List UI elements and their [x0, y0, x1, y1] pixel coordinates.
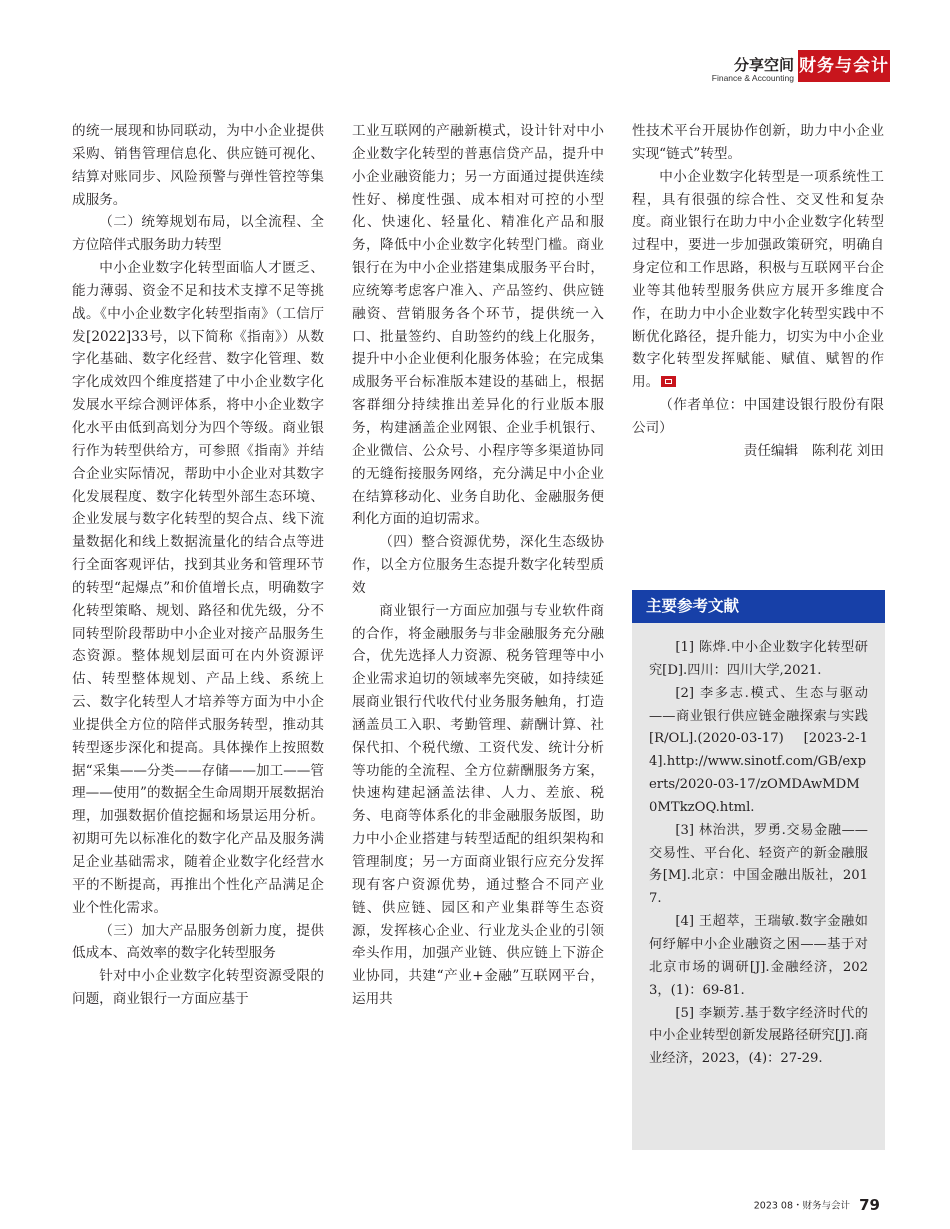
journal-logo [798, 50, 890, 82]
journal-logo-text: 财务与会计 [799, 56, 889, 76]
paragraph: 工业互联网的产融新模式，设计针对中小企业数字化转型的普惠信贷产品，提升中小企业融资能力；另一方面通过提供连续性好、梯度性强、成本相对可控的小型化、快速化、轻量化、精准化产品和服务，降低中小企业数字化转型门槛。商业银行在为中小企业搭建集成服务平台时，应统筹考虑客户准入、产品签约、供应链融资、营销服务各个环节，提供统一入口、批量签约、自助签约的线上化服务，提升中小企业便利化服务体验；在完成集成服务平台标准版本建设的基础上，根据客群细分持续推出差异化的行业版本服务，构建涵盖企业网银、企业手机银行、企业微信、公众号、小程序等多渠道协同的无缝衔接服务网络，充分满足中小企业在结算移动化、业务自助化、金融服务便利化方面的迫切需求。 [352, 123, 604, 528]
page-footer [754, 1194, 880, 1214]
reference-item: [2] 李多志.模式、生态与驱动——商业银行供应链金融探索与实践[R/OL].(2020-03-17) [2023-2-14].http://www.sinotf.com/GB/experts/2020-03-17/zOMDAwMDM0MTkzOQ.html. [649, 685, 868, 815]
column-name: 分享空间 [733, 56, 794, 74]
references-list [632, 623, 885, 1071]
paragraph: 性技术平台开展协作创新，助力中小企业实现“链式”转型。 [632, 123, 884, 162]
conclusion-text: 中小企业数字化转型是一项系统性工程，具有很强的综合性、交叉性和复杂度。商业银行在助力中小企业数字化转型过程中，要进一步加强政策研究，明确自身定位和工作思路，积极与互联网平台企业等其他转型服务供应方展开多维度合作，在助力中小企业数字化转型实践中不断优化路径，提升能力，切实为中小企业数字化转型发挥赋能、赋值、赋智的作用。 [632, 168, 884, 391]
reference-item: [4] 王超萃，王瑞敏.数字金融如何纾解中小企业融资之困——基于对北京市场的调研[J].金融经济，2023，(1)：69-81. [649, 914, 868, 998]
reference-item: [1] 陈烨.中小企业数字化转型研究[D].四川：四川大学,2021. [649, 640, 868, 678]
issue-label: 2023 08・财务与会计 [753, 1200, 851, 1212]
end-mark-icon [661, 376, 676, 387]
text-column-2 [352, 120, 604, 1011]
references-box [632, 590, 885, 1150]
section-heading: （三）加大产品服务创新力度，提供低成本、高效率的数字化转型服务 [72, 922, 324, 962]
reference-item: [5] 李颖芳.基于数字经济时代的中小企业转型创新发展路径研究[J].商业经济，2023，(4)：27-29. [649, 1005, 868, 1067]
paragraph: 商业银行一方面应加强与专业软件商的合作，将金融服务与非金融服务充分融合，优先选择人力资源、税务管理等中小企业需求迫切的领域率先突破，如持续延展商业银行代收代付业务服务触角，打造涵盖员工入职、考勤管理、薪酬计算、社保代扣、个税代缴、工资代发、统计分析等功能的全流程、全方位薪酬服务方案，快速构建起涵盖法律、人力、差旅、税务、电商等体系化的非金融服务版图，助力中小企业搭建与转型适配的组织架构和管理制度；另一方面商业银行应充分发挥现有客户资源优势，通过整合不同产业链、供应链、园区和产业集群等生态资源，发挥核心企业、行业龙头企业的引领牵头作用，加强产业链、供应链上下游企业协同，共建“产业+金融”互联网平台，运用共 [352, 602, 604, 1008]
responsible-editor: 责任编辑 陈利花 刘田 [743, 442, 884, 459]
journal-english-name: Finance & Accounting [711, 73, 794, 83]
references-title: 主要参考文献 [632, 590, 885, 623]
paragraph: 针对中小企业数字化转型资源受限的问题，商业银行一方面应基于 [72, 968, 324, 1008]
conclusion-paragraph [632, 166, 884, 394]
paragraph: 的统一展现和协同联动，为中小企业提供采购、销售管理信息化、供应链可视化、结算对账同步、风险预警与弹性管控等集成服务。 [72, 123, 324, 208]
page-number: 79 [859, 1195, 880, 1214]
author-affiliation: （作者单位：中国建设银行股份有限公司） [632, 397, 884, 436]
reference-item: [3] 林治洪，罗勇.交易金融——交易性、平台化、轻资产的新金融服务[M].北京：中国金融出版社，2017. [649, 822, 868, 907]
text-column-1 [72, 120, 324, 1011]
paragraph: 中小企业数字化转型面临人才匮乏、能力薄弱、资金不足和技术支撑不足等挑战。《中小企业数字化转型指南》（工信厅发[2022]33号，以下简称《指南》）从数字化基础、数字化经营、数字化管理、数字化成效四个维度搭建了中小企业数字化发展水平综合测评体系，将中小企业数字化水平由低到高划分为四个等级。商业银行作为转型供给方，可参照《指南》并结合企业实际情况，帮助中小企业对其数字化发展程度、数字化转型外部生态环境、企业发展与数字化转型的契合点、线下流量数据化和线上数据流量化的结合点等进行全面客观评估，找到其业务和管理环节的转型“起爆点”和价值增长点，明确数字化转型策略、规划、路径和优先级，分不同转型阶段帮助中小企业对接产品服务生态资源。整体规划层面可在内外资源评估、转型整体规划、产品上线、系统上云、数字化转型人才培养等方面为中小企业提供全方位的陪伴式服务转型，推动其转型逐步深化和提高。具体操作上按照数据“采集——分类——存储——加工——管理——使用”的数据全生命周期开展数据治理，加强数据价值挖掘和场景运用分析。初期可先以标准化的数字化产品及服务满足企业基础需求，随着企业数字化经营水平的不断提高，再推出个性化产品满足企业个性化需求。 [72, 260, 324, 916]
section-heading: （二）统筹规划布局，以全流程、全方位陪伴式服务助力转型 [72, 214, 324, 254]
section-heading: （四）整合资源优势，深化生态级协作，以全方位服务生态提升数字化转型质效 [352, 534, 604, 596]
text-column-3 [632, 120, 884, 463]
